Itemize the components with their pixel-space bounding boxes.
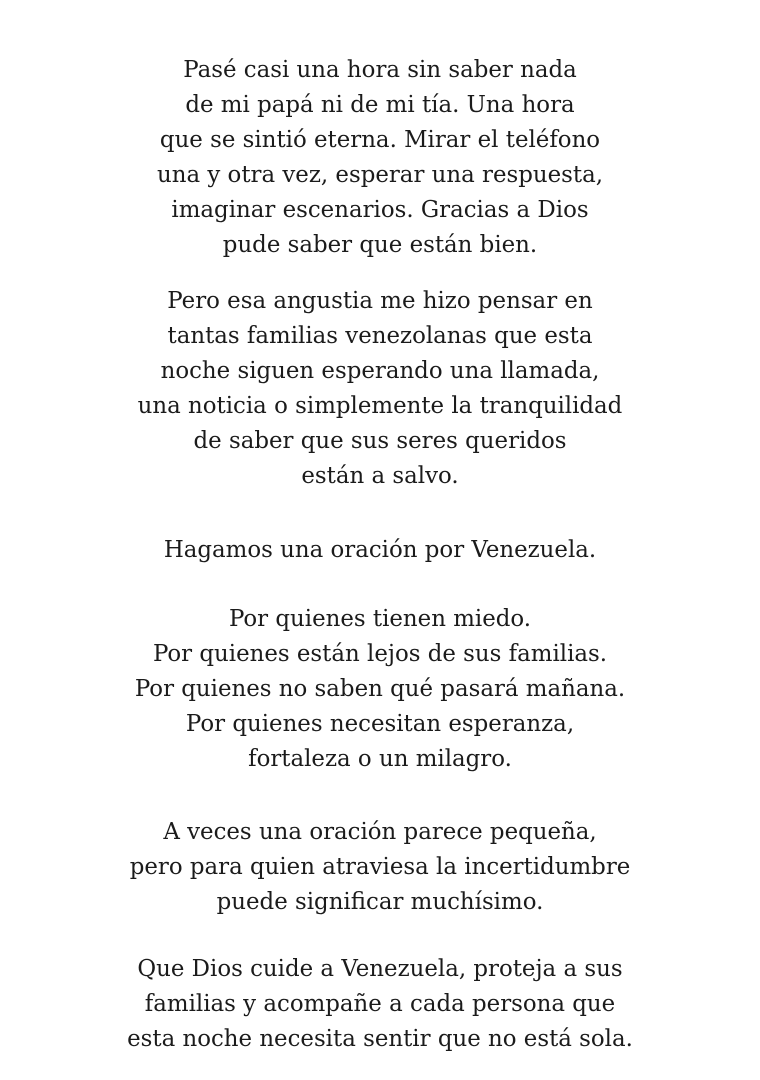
text-line: Por quienes necesitan esperanza,: [185, 710, 575, 737]
text-line: de mi papá ni de mi tía. Una hora: [185, 91, 575, 118]
text-line: fortaleza o un milagro.: [248, 745, 512, 772]
text-line: noche siguen esperando una llamada,: [160, 357, 600, 384]
text-line: A veces una oración parece pequeña,: [163, 819, 597, 845]
text-line: Pasé casi una hora sin saber nada: [183, 57, 577, 83]
text-line: Hagamos una oración por Venezuela.: [163, 537, 597, 563]
text-line: una y otra vez, esperar una respuesta,: [156, 161, 603, 188]
paragraph-prayer-list: [0, 602, 760, 777]
text-line: puede significar muchísimo.: [216, 888, 544, 915]
text-line: imaginar escenarios. Gracias a Dios: [171, 196, 589, 223]
text-line: están a salvo.: [301, 462, 459, 489]
text-line: pero para quien atraviesa la incertidumbre: [129, 853, 631, 880]
paragraph-prayer-call: [0, 533, 760, 568]
text-line: pude saber que están bien.: [222, 231, 538, 258]
text-line: que se sintió eterna. Mirar el teléfono: [159, 126, 601, 153]
text-line: Por quienes tienen miedo.: [228, 606, 532, 632]
text-line: Pero esa angustia me hizo pensar en: [167, 288, 593, 314]
paragraph-closing-blessing: [0, 952, 760, 1057]
text-line: tantas familias venezolanas que esta: [167, 322, 593, 349]
paragraph-hour-without-news: [0, 53, 760, 262]
text-line: de saber que sus seres queridos: [193, 427, 567, 454]
text-line: Por quienes no saben qué pasará mañana.: [134, 675, 626, 702]
text-line: Por quienes están lejos de sus familias.: [152, 640, 608, 667]
text-line: Que Dios cuide a Venezuela, proteja a sus: [137, 956, 623, 982]
text-line: una noticia o simplemente la tranquilidad: [137, 392, 623, 419]
paragraph-small-prayer: [0, 815, 760, 920]
paragraph-venezuelan-families: [0, 284, 760, 493]
text-line: familias y acompañe a cada persona que: [144, 990, 616, 1017]
text-line: esta noche necesita sentir que no está sola.: [127, 1025, 633, 1052]
